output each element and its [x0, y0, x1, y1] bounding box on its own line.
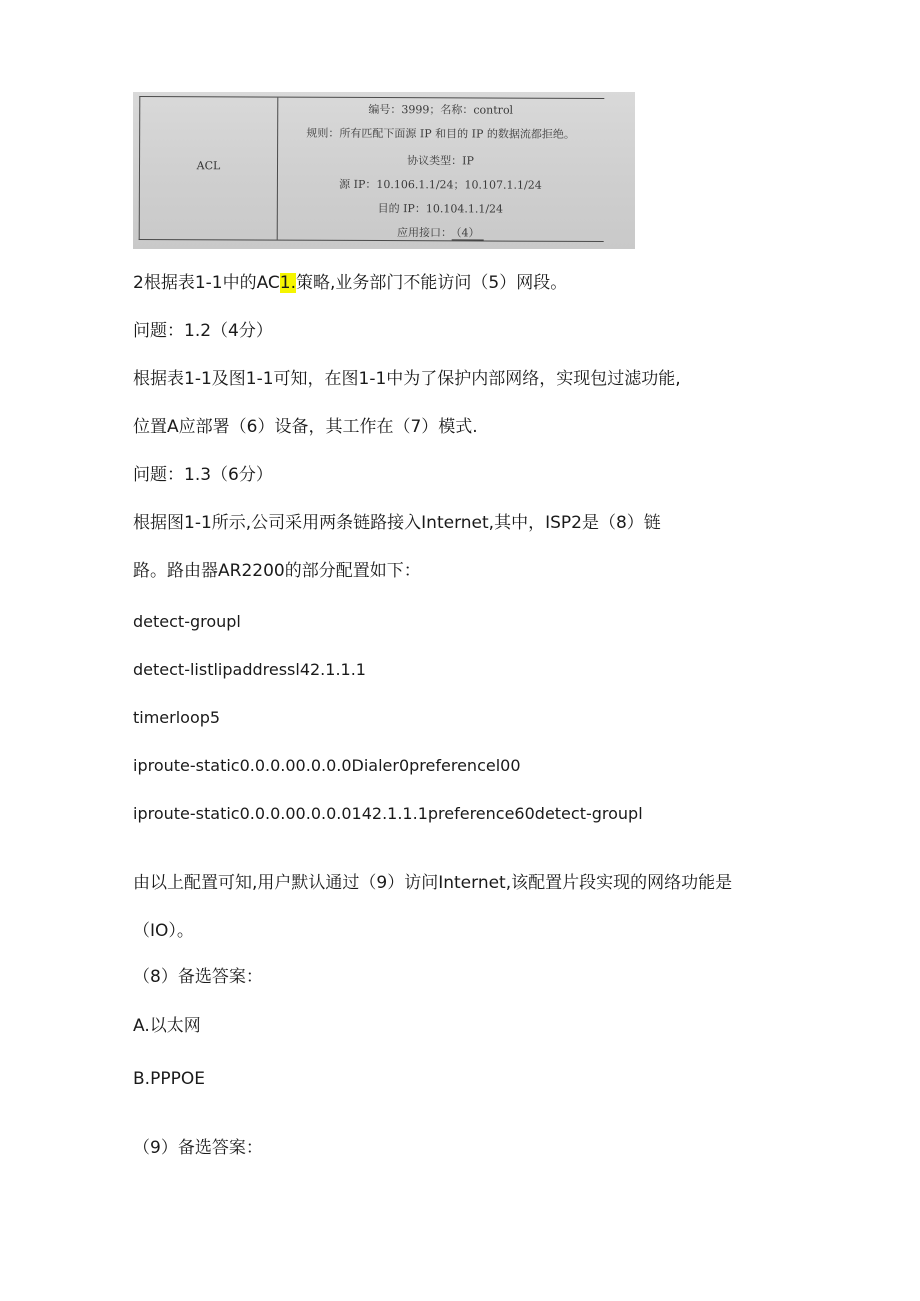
- paragraph-blank-10: （IO）。: [133, 921, 194, 941]
- acl-interface: [277, 224, 604, 241]
- acl-dest-ip: 目的 IP：10.104.1.1/24: [377, 202, 504, 216]
- paragraph-position-a: 位置A应部署（6）设备，其工作在（7）模式.: [133, 417, 478, 437]
- options-9-title: （9）备选答案：: [133, 1138, 263, 1158]
- acl-protocol: 协议类型：IP: [407, 154, 474, 168]
- config-line: iproute-static0.0.0.00.0.0.0Dialer0preferencel00: [133, 756, 521, 775]
- acl-table-photo: [133, 92, 635, 249]
- config-line: detect-listlipaddressl42.1.1.1: [133, 660, 366, 679]
- question-1-2-heading: 问题：1.2（4分）: [133, 321, 273, 341]
- text-part: 2根据表1-1中的AC: [133, 273, 280, 293]
- paragraph-acl-question: [133, 272, 567, 294]
- options-8-title: （8）备选答案：: [133, 967, 263, 987]
- acl-number-name: 编号：3999；名称：control: [368, 102, 514, 117]
- acl-rule: 规则：所有匹配下面源 IP 和目的 IP 的数据流都拒绝。: [306, 126, 575, 141]
- config-line: iproute-static0.0.0.00.0.0.0142.1.1.1preference60detect-groupl: [133, 804, 643, 823]
- acl-label: ACL: [196, 159, 221, 173]
- acl-table: [139, 96, 605, 242]
- option-a: A.以太网: [133, 1016, 201, 1036]
- highlighted-text: 1.: [279, 273, 297, 293]
- config-line: detect-groupl: [133, 612, 241, 631]
- paragraph-default-route: 由以上配置可知,用户默认通过（9）访问Internet,该配置片段实现的网络功能是: [133, 873, 733, 893]
- paragraph-packet-filter: 根据表1-1及图1-1可知，在图1-1中为了保护内部网络，实现包过滤功能,: [133, 369, 681, 389]
- acl-interface-blank: （4）: [452, 226, 484, 240]
- question-1-3-heading: 问题：1.3（6分）: [133, 465, 273, 485]
- text-part: 策略,业务部门不能访问（5）网段。: [296, 273, 568, 293]
- paragraph-isp-links: 根据图1-1所示,公司采用两条链路接入Internet,其中，ISP2是（8）链: [133, 513, 661, 533]
- acl-interface-label: 应用接口：: [396, 226, 453, 240]
- option-b: B.PPPOE: [133, 1069, 205, 1089]
- config-line: timerloop5: [133, 708, 221, 727]
- acl-source-ip: 源 IP：10.106.1.1/24；10.107.1.1/24: [339, 177, 542, 192]
- paragraph-router-config-intro: 路。路由器AR2200的部分配置如下：: [133, 561, 421, 581]
